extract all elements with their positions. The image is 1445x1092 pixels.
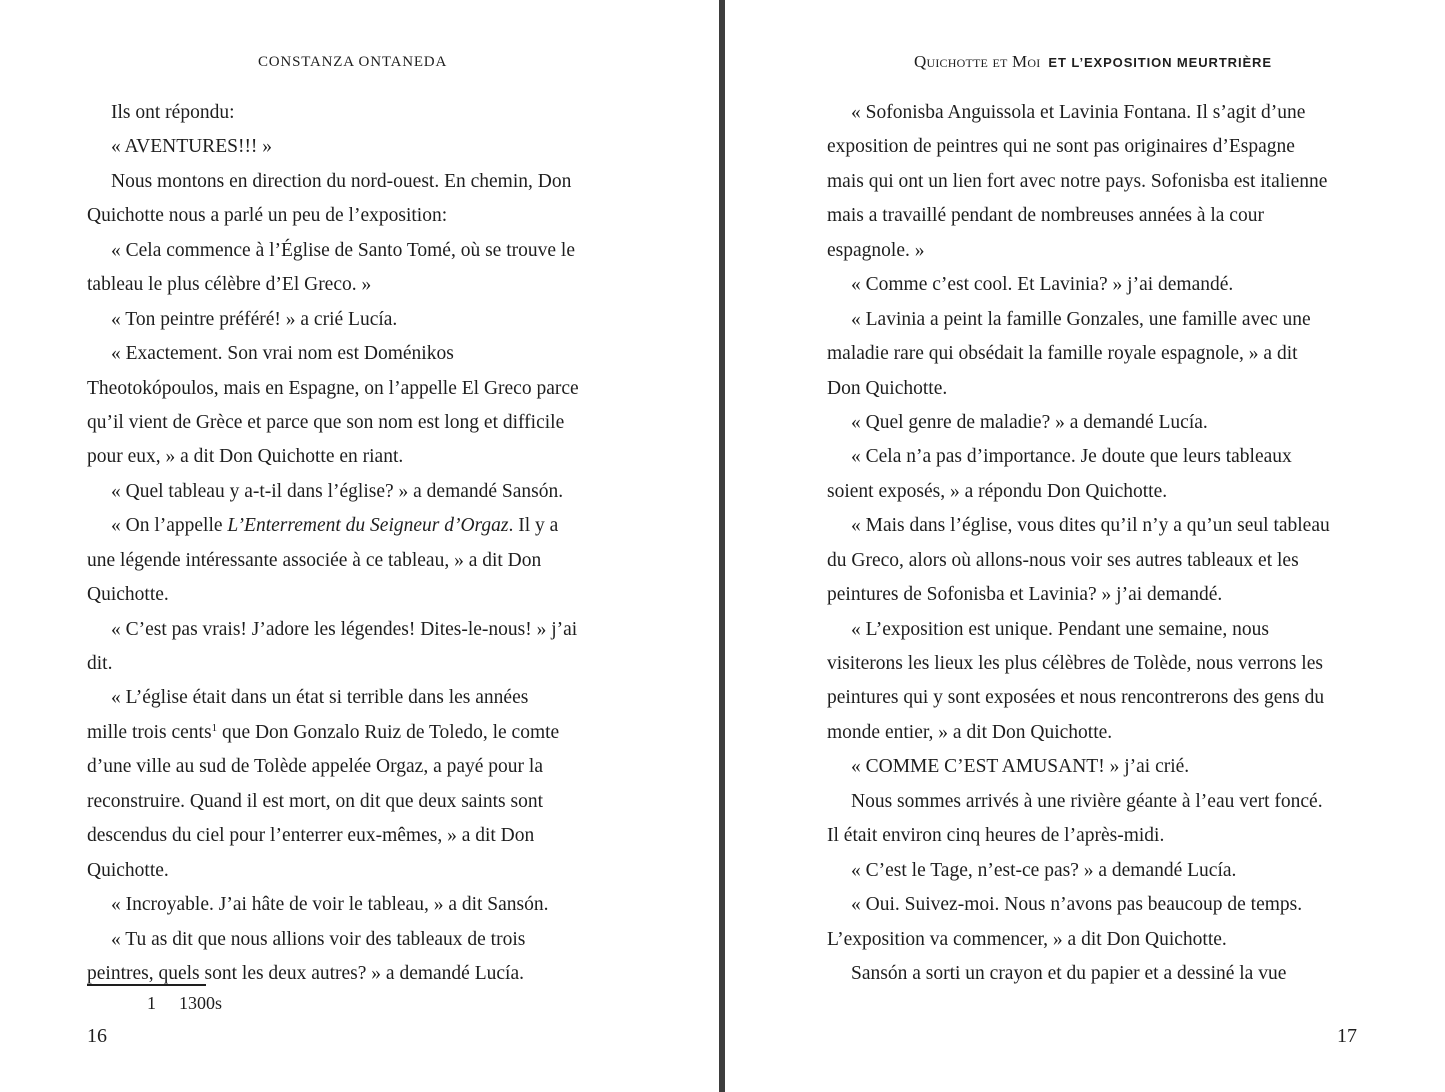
text-line: reconstruire. Quand il est mort, on dit que deux saints sont xyxy=(87,790,544,812)
running-header-author: CONSTANZA ONTANEDA xyxy=(258,54,448,70)
text-line: une légende intéressante associée à ce tableau, » a dit Don xyxy=(87,549,542,571)
text-line: « COMME C’EST AMUSANT! » j’ai crié. xyxy=(851,756,1190,778)
text-line: Nous sommes arrivés à une rivière géante à l’eau vert foncé. xyxy=(851,790,1323,812)
text-line: « Quel genre de maladie? » a demandé Lucía. xyxy=(851,411,1208,433)
right-page xyxy=(725,0,1445,1092)
text-line: « C’est pas vrais! J’adore les légendes! Dites-le-nous! » j’ai xyxy=(111,618,578,640)
text-line: soient exposés, » a répondu Don Quichotte. xyxy=(827,480,1168,502)
painting-title: L’Enterrement du Seigneur d’Orgaz xyxy=(227,515,509,537)
text-line: du Greco, alors où allons-nous voir ses autres tableaux et les xyxy=(827,549,1299,571)
text-line: « Comme c’est cool. Et Lavinia? » j’ai demandé. xyxy=(851,274,1234,296)
text-segment: . Il y a xyxy=(508,515,559,537)
text-line: Don Quichotte. xyxy=(827,377,948,399)
text-line xyxy=(87,509,621,543)
text-line: espagnole. » xyxy=(827,239,925,261)
footnote-reference: 1 xyxy=(211,721,218,734)
header-book-subtitle: ET L’EXPOSITION MEURTRIÈRE xyxy=(1048,55,1272,70)
text-line: d’une ville au sud de Tolède appelée Orgaz, a payé pour la xyxy=(87,756,543,778)
text-line: qu’il vient de Grèce et parce que son nom est long et difficile xyxy=(87,411,565,433)
text-line: maladie rare qui obsédait la famille royale espagnole, » a dit xyxy=(827,343,1298,365)
text-line: visiterons les lieux les plus célèbres de Tolède, nous verrons les xyxy=(827,653,1323,674)
left-page xyxy=(0,0,719,1092)
text-line: peintures de Sofonisba et Lavinia? » j’ai demandé. xyxy=(827,584,1223,606)
text-line: « Quel tableau y a-t-il dans l’église? » a demandé Sansón. xyxy=(111,480,564,502)
text-line: descendus du ciel pour l’enterrer eux-mêmes, » a dit Don xyxy=(87,825,535,847)
text-line: Sansón a sorti un crayon et du papier et a dessiné la vue xyxy=(851,962,1287,984)
text-line: Quichotte. xyxy=(87,584,169,606)
text-line: « AVENTURES!!! » xyxy=(111,136,273,158)
footnote xyxy=(147,990,222,1016)
footnote-text: 1300s xyxy=(179,993,223,1013)
header-book-title: Quichotte et Moi xyxy=(914,52,1041,71)
text-line: Ils ont répondu: xyxy=(111,102,235,123)
page-number-left: 16 xyxy=(87,1025,107,1047)
text-line: Quichotte. xyxy=(87,859,169,881)
text-line: tableau le plus célèbre d’El Greco. » xyxy=(87,274,372,296)
text-line: monde entier, » a dit Don Quichotte. xyxy=(827,721,1113,743)
text-line: « Cela commence à l’Église de Santo Tomé, où se trouve le xyxy=(111,239,575,261)
text-segment: que Don Gonzalo Ruiz de Toledo, le comte xyxy=(217,721,560,743)
text-line: peintres, quels sont les deux autres? » a demandé Lucía. xyxy=(87,962,524,984)
right-body-text xyxy=(827,96,1361,991)
text-line: Nous montons en direction du nord-ouest. En chemin, Don xyxy=(111,170,572,192)
text-segment: « On l’appelle xyxy=(111,515,228,537)
text-line xyxy=(87,716,621,750)
text-line: « L’exposition est unique. Pendant une semaine, nous xyxy=(851,618,1269,640)
text-line: « L’église était dans un état si terrible dans les années xyxy=(111,687,529,709)
text-line: Quichotte nous a parlé un peu de l’exposition: xyxy=(87,205,448,227)
footnote-number: 1 xyxy=(147,993,156,1013)
text-line: pour eux, » a dit Don Quichotte en riant. xyxy=(87,446,404,468)
running-header-title xyxy=(914,51,1272,74)
text-line: « Sofonisba Anguissola et Lavinia Fontana. Il s’agit d’une xyxy=(851,102,1306,123)
left-body-text xyxy=(87,96,621,991)
text-line: « Exactement. Son vrai nom est Doménikos xyxy=(111,343,454,365)
text-line: peintures qui y sont exposées et nous rencontrerons des gens du xyxy=(827,687,1325,709)
text-line: dit. xyxy=(87,653,113,674)
text-line: exposition de peintres qui ne sont pas originaires d’Espagne xyxy=(827,136,1295,158)
text-line: Il était environ cinq heures de l’après-midi. xyxy=(827,825,1165,847)
text-line: « Mais dans l’église, vous dites qu’il n’y a qu’un seul tableau xyxy=(851,515,1330,537)
text-line: « Lavinia a peint la famille Gonzales, une famille avec une xyxy=(851,308,1311,330)
page-number-right: 17 xyxy=(1337,1025,1357,1047)
text-line: L’exposition va commencer, » a dit Don Quichotte. xyxy=(827,928,1227,950)
text-line: Theotokópoulos, mais en Espagne, on l’appelle El Greco parce xyxy=(87,377,579,399)
text-line: « Tu as dit que nous allions voir des tableaux de trois xyxy=(111,928,526,950)
text-line: mais a travaillé pendant de nombreuses années à la cour xyxy=(827,205,1264,227)
text-line: « C’est le Tage, n’est-ce pas? » a demandé Lucía. xyxy=(851,859,1237,881)
text-line: « Ton peintre préféré! » a crié Lucía. xyxy=(111,308,398,330)
text-line: « Incroyable. J’ai hâte de voir le tableau, » a dit Sansón. xyxy=(111,894,549,916)
text-line: mais qui ont un lien fort avec notre pays. Sofonisba est italienne xyxy=(827,170,1328,192)
text-line: « Oui. Suivez-moi. Nous n’avons pas beaucoup de temps. xyxy=(851,894,1303,916)
footnote-rule xyxy=(87,984,206,986)
text-line: « Cela n’a pas d’importance. Je doute que leurs tableaux xyxy=(851,446,1292,468)
text-segment: mille trois cents xyxy=(87,721,212,743)
